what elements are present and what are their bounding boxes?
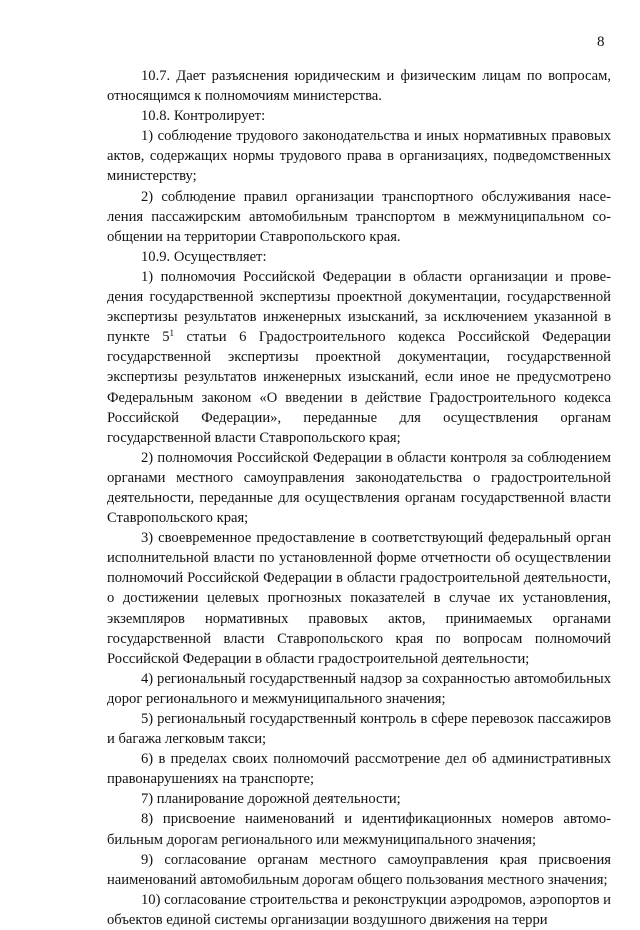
paragraph-10-9-item-6: 6) в пределах своих полномочий рассмотрение дел об административных правонарушениях на транспорте;	[107, 751, 611, 788]
paragraph-10-9-item-7: 7) планирование дорожной деятельности;	[141, 791, 401, 808]
paragraph-10-9-item-4: 4) региональный государственный надзор за сохранностью автомобильных дорог регионального и межмуниципального значения;	[107, 670, 611, 707]
document-body	[107, 66, 611, 930]
paragraph-10-9-item-3: 3) своевременное предоставление в соответствующий федеральный орган исполнительной власти по установленной форме отчетности об осуществлении полномочий Российской Федерации в области градостроительной деятельности, о достижении целевых прогнозных показателей в случае их установления, экземпляров нормативных правовых актов, принимаемых органами государственной власти Ставропольского края по вопросам полномочий Российской Федерации в области градостроительной деятельности;	[107, 530, 611, 667]
paragraph-10-9: 10.9. Осуществляет:	[141, 248, 267, 265]
paragraph-10-8-item-2: 2) соблюдение правил организации транспортного обслуживания населения пассажирским автомобильным транспортом в межмуниципальном сообщении на территории Ставропольского края.	[107, 188, 611, 245]
page-number: 8	[597, 34, 605, 50]
paragraph-10-9-item-5: 5) региональный государственный контроль в сфере перевозок пассажиров и багажа легковым такси;	[107, 711, 611, 748]
paragraph-10-9-item-1	[107, 267, 611, 448]
paragraph-10-7: 10.7. Дает разъяснения юридическим и физическим лицам по вопросам, относящимся к полномочиям министерства.	[107, 68, 611, 105]
paragraph-10-9-item-10: 10) согласование строительства и реконструкции аэродромов, аэропортов и объектов единой системы организации воздушного движения на терри	[107, 891, 611, 928]
paragraph-10-9-item-9: 9) согласование органам местного самоуправления края присвоения наименований автомобильным дорогам общего пользования местного значения;	[107, 851, 611, 888]
paragraph-10-8: 10.8. Контролирует:	[141, 108, 266, 125]
paragraph-10-9-item-2: 2) полномочия Российской Федерации в области контроля за соблюдением органами местного самоуправления законодательства о градостроительной деятельности, переданные для осуществления органам государственной власти Ставропольского края;	[107, 449, 611, 527]
paragraph-10-9-item-1-part-1: 1) полномочия Российской Федерации в области организации и проведения государственной экспертизы проектной документации, государственной экспертизы результатов инженерных изысканий, за исключением указанной в пункте 5	[107, 268, 611, 346]
paragraph-10-9-item-1-part-2: статьи 6 Градостроительного кодекса Российской Федерации государственной экспертизы проектной документации, государственной экспертизы результатов инженерных изысканий, если иное не предусмотрено Федеральным законом «О введении в действие Градостроительного кодекса Российской Федерации», переданные для осуществления органам государственной власти Ставропольского края;	[107, 329, 611, 446]
paragraph-10-9-item-8: 8) присвоение наименований и идентификационных номеров автомобильным дорогам регионального или межмуниципального значения;	[107, 811, 611, 848]
paragraph-10-8-item-1: 1) соблюдение трудового законодательства и иных нормативных правовых актов, содержащих нормы трудового права в организациях, подведомственных министерству;	[107, 128, 611, 185]
superscript-marker: 1	[169, 328, 175, 339]
